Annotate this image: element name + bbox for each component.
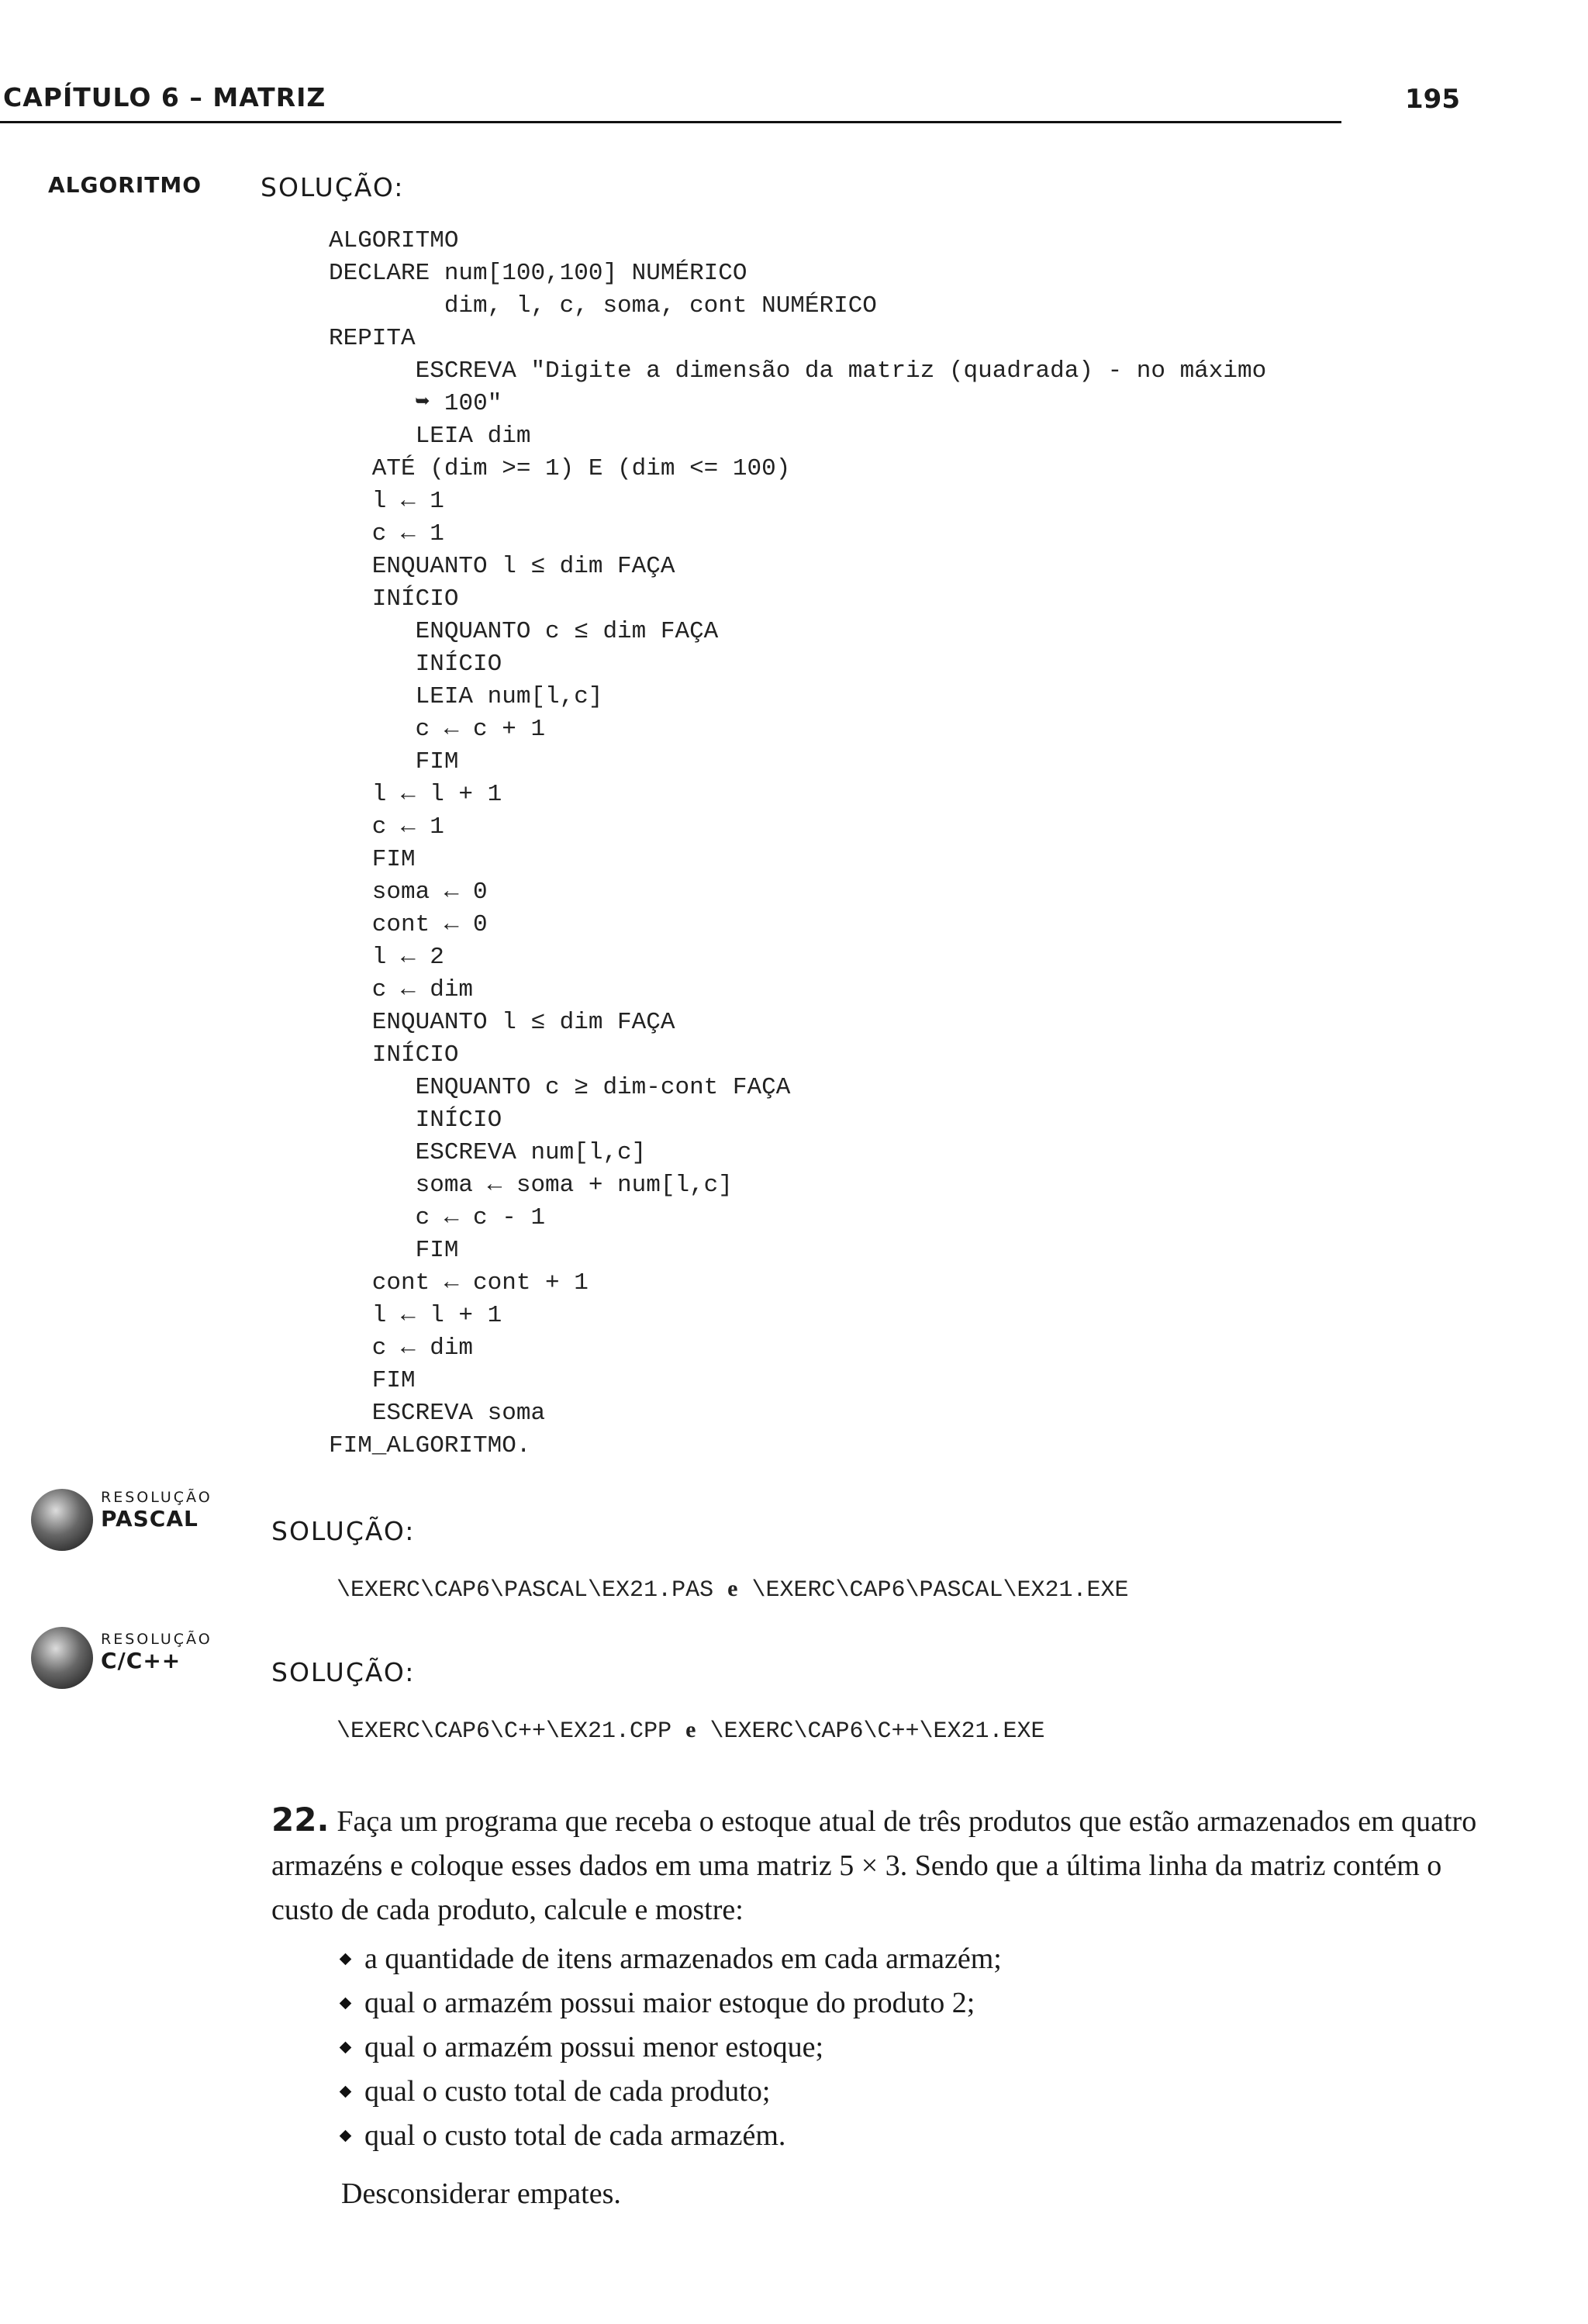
- algorithm-code: [329, 225, 1266, 1462]
- code-line: soma ← 0: [329, 879, 488, 906]
- code-line: l ← l + 1: [329, 1302, 502, 1329]
- list-item-text: qual o custo total de cada produto;: [364, 2075, 771, 2108]
- list-item-text: qual o armazém possui menor estoque;: [364, 2031, 824, 2063]
- code-line: ALGORITMO: [329, 227, 459, 254]
- code-line: dim, l, c, soma, cont NUMÉRICO: [329, 292, 877, 319]
- chapter-title: CAPÍTULO 6 – MATRIZ: [3, 82, 326, 112]
- code-line: INÍCIO: [329, 1107, 502, 1134]
- code-line: c ← 1: [329, 520, 444, 547]
- pascal-paths: [337, 1576, 1129, 1604]
- algorithm-solution-label: SOLUÇÃO:: [261, 172, 405, 202]
- code-line: soma ← soma + num[l,c]: [329, 1172, 733, 1199]
- code-line: DECLARE num[100,100] NUMÉRICO: [329, 260, 747, 287]
- algorithm-side-label: [48, 172, 202, 198]
- page-header: [0, 78, 1341, 123]
- code-line: INÍCIO: [329, 651, 502, 678]
- code-line: ENQUANTO l ≤ dim FAÇA: [329, 1009, 675, 1036]
- code-line: ESCREVA num[l,c]: [329, 1139, 647, 1166]
- algorithm-label: ALGORITMO: [48, 172, 202, 198]
- list-item: [341, 1937, 1481, 1981]
- pascal-disc-icon: [31, 1489, 93, 1551]
- diamond-bullet-icon: [340, 2130, 352, 2143]
- exercise-items: [271, 1937, 1481, 2158]
- code-line: LEIA num[l,c]: [329, 683, 603, 710]
- code-line: ATÉ (dim >= 1) E (dim <= 100): [329, 455, 791, 482]
- code-line: cont ← 0: [329, 911, 488, 938]
- exercise-text: Faça um programa que receba o estoque atual de três produtos que estão armazenados em quatro armazéns e coloque esses dados em uma matriz 5 × 3. Sendo que a última linha da matriz contém o custo de cada produto, calcule e mostre:: [271, 1805, 1477, 1926]
- code-line: ESCREVA "Digite a dimensão da matriz (quadrada) - no máximo: [329, 357, 1267, 385]
- code-line: ENQUANTO l ≤ dim FAÇA: [329, 553, 675, 580]
- list-item-text: qual o armazém possui maior estoque do produto 2;: [364, 1987, 975, 2019]
- code-line: INÍCIO: [329, 1041, 459, 1069]
- code-line: ENQUANTO c ≤ dim FAÇA: [329, 618, 719, 645]
- diamond-bullet-icon: [340, 2086, 352, 2098]
- code-line: INÍCIO: [329, 585, 459, 613]
- code-line: c ← c + 1: [329, 716, 546, 743]
- pascal-exe-path: \EXERC\CAP6\PASCAL\EX21.EXE: [751, 1577, 1129, 1604]
- exercise-statement: [271, 1797, 1481, 1932]
- list-item: [341, 2070, 1481, 2114]
- exercise-22: [271, 1797, 1481, 2216]
- pascal-source-path: \EXERC\CAP6\PASCAL\EX21.PAS: [337, 1577, 714, 1604]
- exercise-note: Desconsiderar empates.: [341, 2177, 621, 2210]
- code-line: FIM: [329, 1237, 459, 1264]
- code-line: FIM: [329, 748, 459, 775]
- code-line: ESCREVA soma: [329, 1400, 546, 1427]
- cpp-solution-label: SOLUÇÃO:: [271, 1657, 416, 1687]
- diamond-bullet-icon: [340, 2042, 352, 2054]
- list-item-text: a quantidade de itens armazenados em cada armazém;: [364, 1942, 1002, 1975]
- code-line: FIM: [329, 846, 416, 873]
- code-line: c ← dim: [329, 976, 474, 1003]
- cpp-exe-path: \EXERC\CAP6\C++\EX21.EXE: [709, 1718, 1045, 1745]
- diamond-bullet-icon: [340, 1953, 352, 1966]
- cpp-resolution-label: RESOLUÇÃO: [101, 1631, 212, 1648]
- cpp-disc-icon: [31, 1627, 93, 1689]
- code-line: cont ← cont + 1: [329, 1269, 589, 1297]
- list-item: [341, 2114, 1481, 2158]
- code-line: ➥ 100": [329, 390, 502, 417]
- pascal-conjunction: e: [727, 1576, 738, 1601]
- list-item: [341, 2025, 1481, 2070]
- list-item-text: qual o custo total de cada armazém.: [364, 2119, 786, 2152]
- code-line: LEIA dim: [329, 423, 531, 450]
- code-line: l ← 1: [329, 488, 444, 515]
- pascal-resolution-label: RESOLUÇÃO: [101, 1489, 212, 1506]
- exercise-number: 22.: [271, 1801, 330, 1839]
- code-line: c ← dim: [329, 1335, 474, 1362]
- code-line: REPITA: [329, 325, 416, 352]
- code-line: c ← 1: [329, 813, 444, 841]
- code-line: FIM: [329, 1367, 416, 1394]
- cpp-source-path: \EXERC\CAP6\C++\EX21.CPP: [337, 1718, 672, 1745]
- code-line: l ← l + 1: [329, 781, 502, 808]
- pascal-language-label: PASCAL: [101, 1506, 198, 1531]
- list-item: [341, 1981, 1481, 2025]
- page-number: 195: [1405, 84, 1460, 115]
- cpp-side-label: [101, 1631, 212, 1673]
- cpp-paths: [337, 1717, 1045, 1745]
- code-line: ENQUANTO c ≥ dim-cont FAÇA: [329, 1074, 791, 1101]
- code-line: FIM_ALGORITMO.: [329, 1432, 531, 1459]
- pascal-solution-label: SOLUÇÃO:: [271, 1516, 416, 1546]
- pascal-side-label: [101, 1489, 212, 1531]
- cpp-language-label: C/C++: [101, 1648, 181, 1673]
- diamond-bullet-icon: [340, 1998, 352, 2010]
- code-line: c ← c - 1: [329, 1204, 546, 1231]
- cpp-conjunction: e: [685, 1717, 696, 1742]
- code-line: l ← 2: [329, 944, 444, 971]
